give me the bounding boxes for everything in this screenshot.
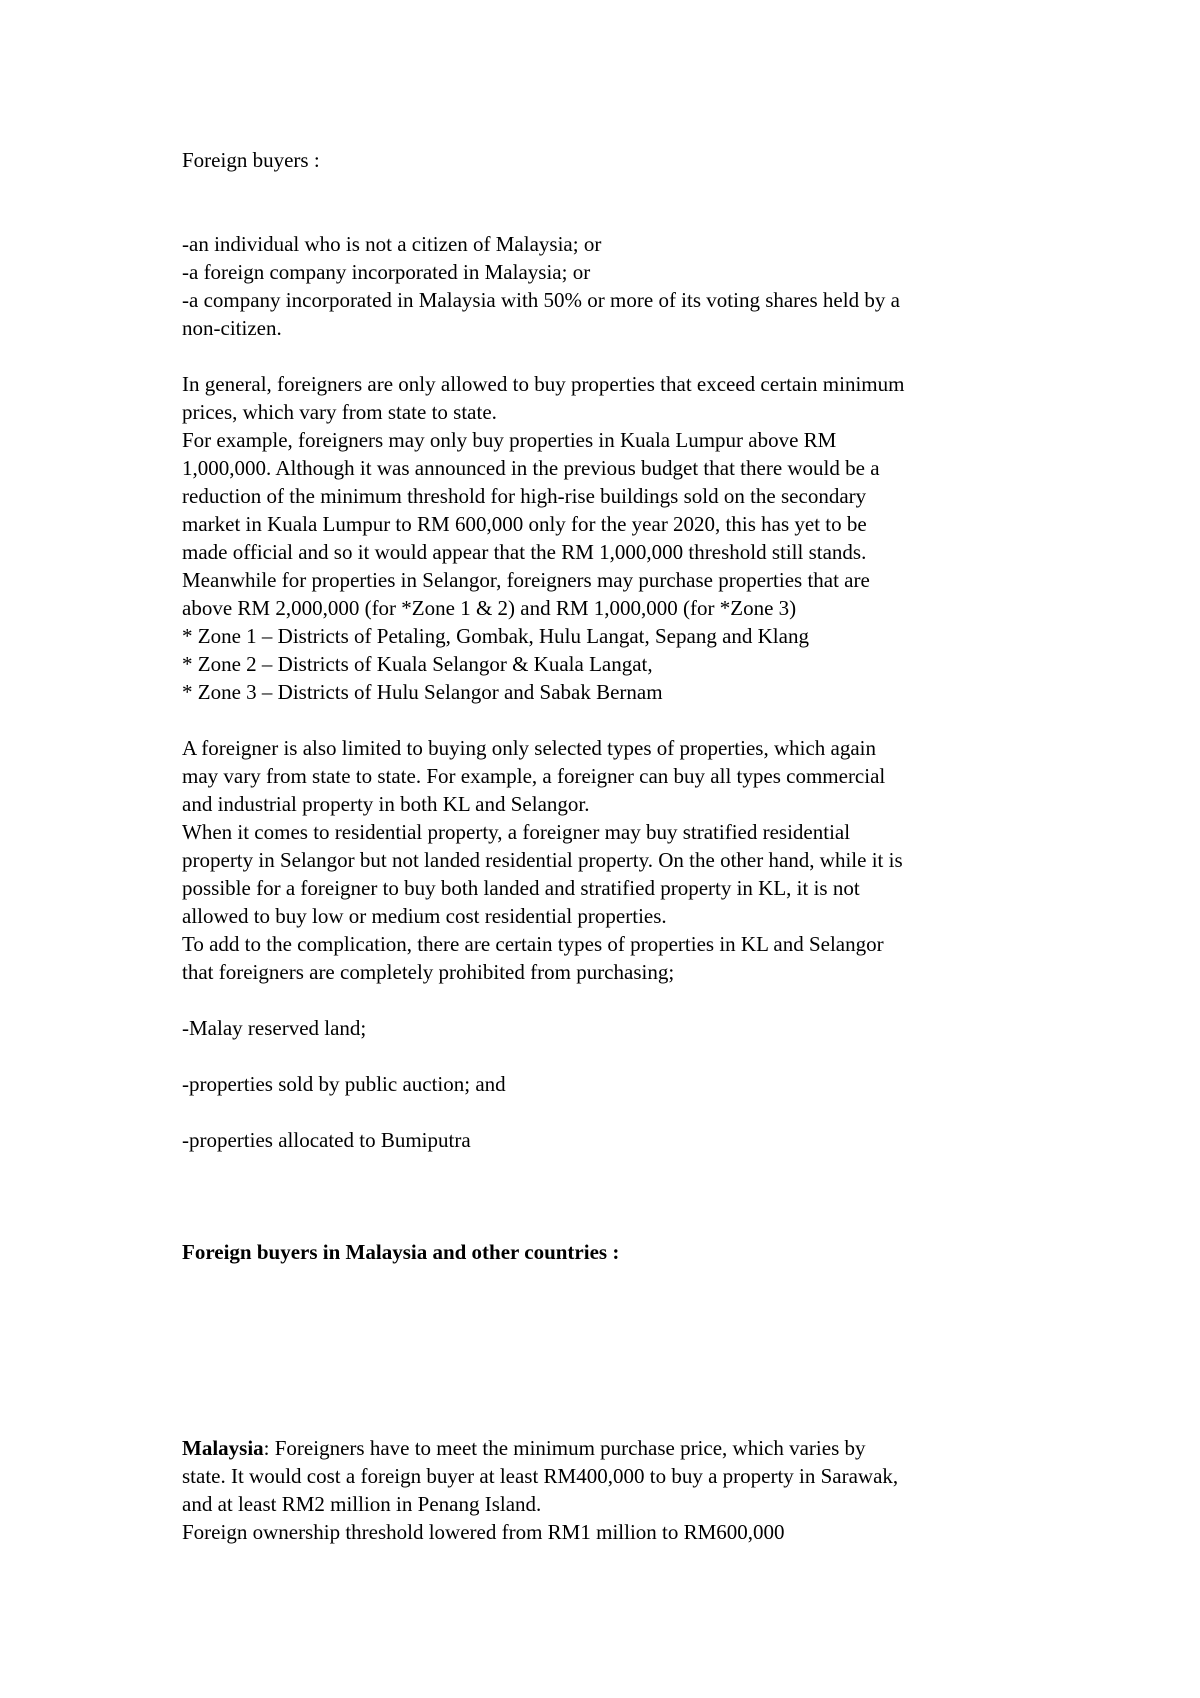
section-heading: Foreign buyers in Malaysia and other countries :: [182, 1240, 620, 1264]
prohibited-item: -properties sold by public auction; and: [182, 1072, 506, 1096]
paragraph-line: property in Selangor but not landed residential property. On the other hand, while it is: [182, 848, 903, 872]
paragraph-line: In general, foreigners are only allowed to buy properties that exceed certain minimum: [182, 372, 905, 396]
paragraph-line: When it comes to residential property, a foreigner may buy stratified residential: [182, 820, 851, 844]
property-types-paragraph: [182, 734, 1042, 986]
definition-line: -a company incorporated in Malaysia with 50% or more of its voting shares held by a: [182, 288, 900, 312]
paragraph-line: For example, foreigners may only buy properties in Kuala Lumpur above RM: [182, 428, 837, 452]
paragraph-line: prices, which vary from state to state.: [182, 400, 497, 424]
paragraph-line: To add to the complication, there are certain types of properties in KL and Selangor: [182, 932, 884, 956]
paragraph-line: market in Kuala Lumpur to RM 600,000 only for the year 2020, this has yet to be: [182, 512, 867, 536]
paragraph-line: [182, 1434, 1042, 1462]
zone-line: * Zone 1 – Districts of Petaling, Gombak, Hulu Langat, Sepang and Klang: [182, 624, 809, 648]
definition-line: non-citizen.: [182, 316, 282, 340]
paragraph-line: Foreign ownership threshold lowered from RM1 million to RM600,000: [182, 1520, 785, 1544]
heading-foreign-buyers: Foreign buyers :: [182, 148, 320, 172]
prohibited-item: -properties allocated to Bumiputra: [182, 1128, 471, 1152]
zone-line: * Zone 2 – Districts of Kuala Selangor & Kuala Langat,: [182, 652, 653, 676]
paragraph-line: state. It would cost a foreign buyer at least RM400,000 to buy a property in Sarawak,: [182, 1464, 899, 1488]
paragraph-line: Meanwhile for properties in Selangor, foreigners may purchase properties that are: [182, 568, 870, 592]
zone-line: * Zone 3 – Districts of Hulu Selangor and Sabak Bernam: [182, 680, 663, 704]
paragraph-line: and at least RM2 million in Penang Island.: [182, 1492, 542, 1516]
paragraph-line: and industrial property in both KL and Selangor.: [182, 792, 590, 816]
malaysia-line-rest: : Foreigners have to meet the minimum purchase price, which varies by: [263, 1436, 866, 1460]
prohibited-item: -Malay reserved land;: [182, 1016, 367, 1040]
malaysia-label: Malaysia: [182, 1436, 264, 1460]
document-body: [182, 146, 1042, 1546]
definition-line: -a foreign company incorporated in Malaysia; or: [182, 260, 591, 284]
paragraph-line: possible for a foreigner to buy both landed and stratified property in KL, it is not: [182, 876, 860, 900]
definition-line: -an individual who is not a citizen of Malaysia; or: [182, 232, 602, 256]
paragraph-line: allowed to buy low or medium cost residential properties.: [182, 904, 667, 928]
definition-list: [182, 230, 1042, 342]
paragraph-line: reduction of the minimum threshold for high-rise buildings sold on the secondary: [182, 484, 867, 508]
paragraph-line: 1,000,000. Although it was announced in the previous budget that there would be a: [182, 456, 880, 480]
paragraph-line: above RM 2,000,000 (for *Zone 1 & 2) and RM 1,000,000 (for *Zone 3): [182, 596, 797, 620]
malaysia-paragraph: [182, 1434, 1042, 1546]
paragraph-line: made official and so it would appear that the RM 1,000,000 threshold still stands.: [182, 540, 867, 564]
general-paragraph: [182, 370, 1042, 706]
paragraph-line: may vary from state to state. For example, a foreigner can buy all types commercial: [182, 764, 886, 788]
paragraph-line: A foreigner is also limited to buying only selected types of properties, which again: [182, 736, 877, 760]
paragraph-line: that foreigners are completely prohibited from purchasing;: [182, 960, 675, 984]
